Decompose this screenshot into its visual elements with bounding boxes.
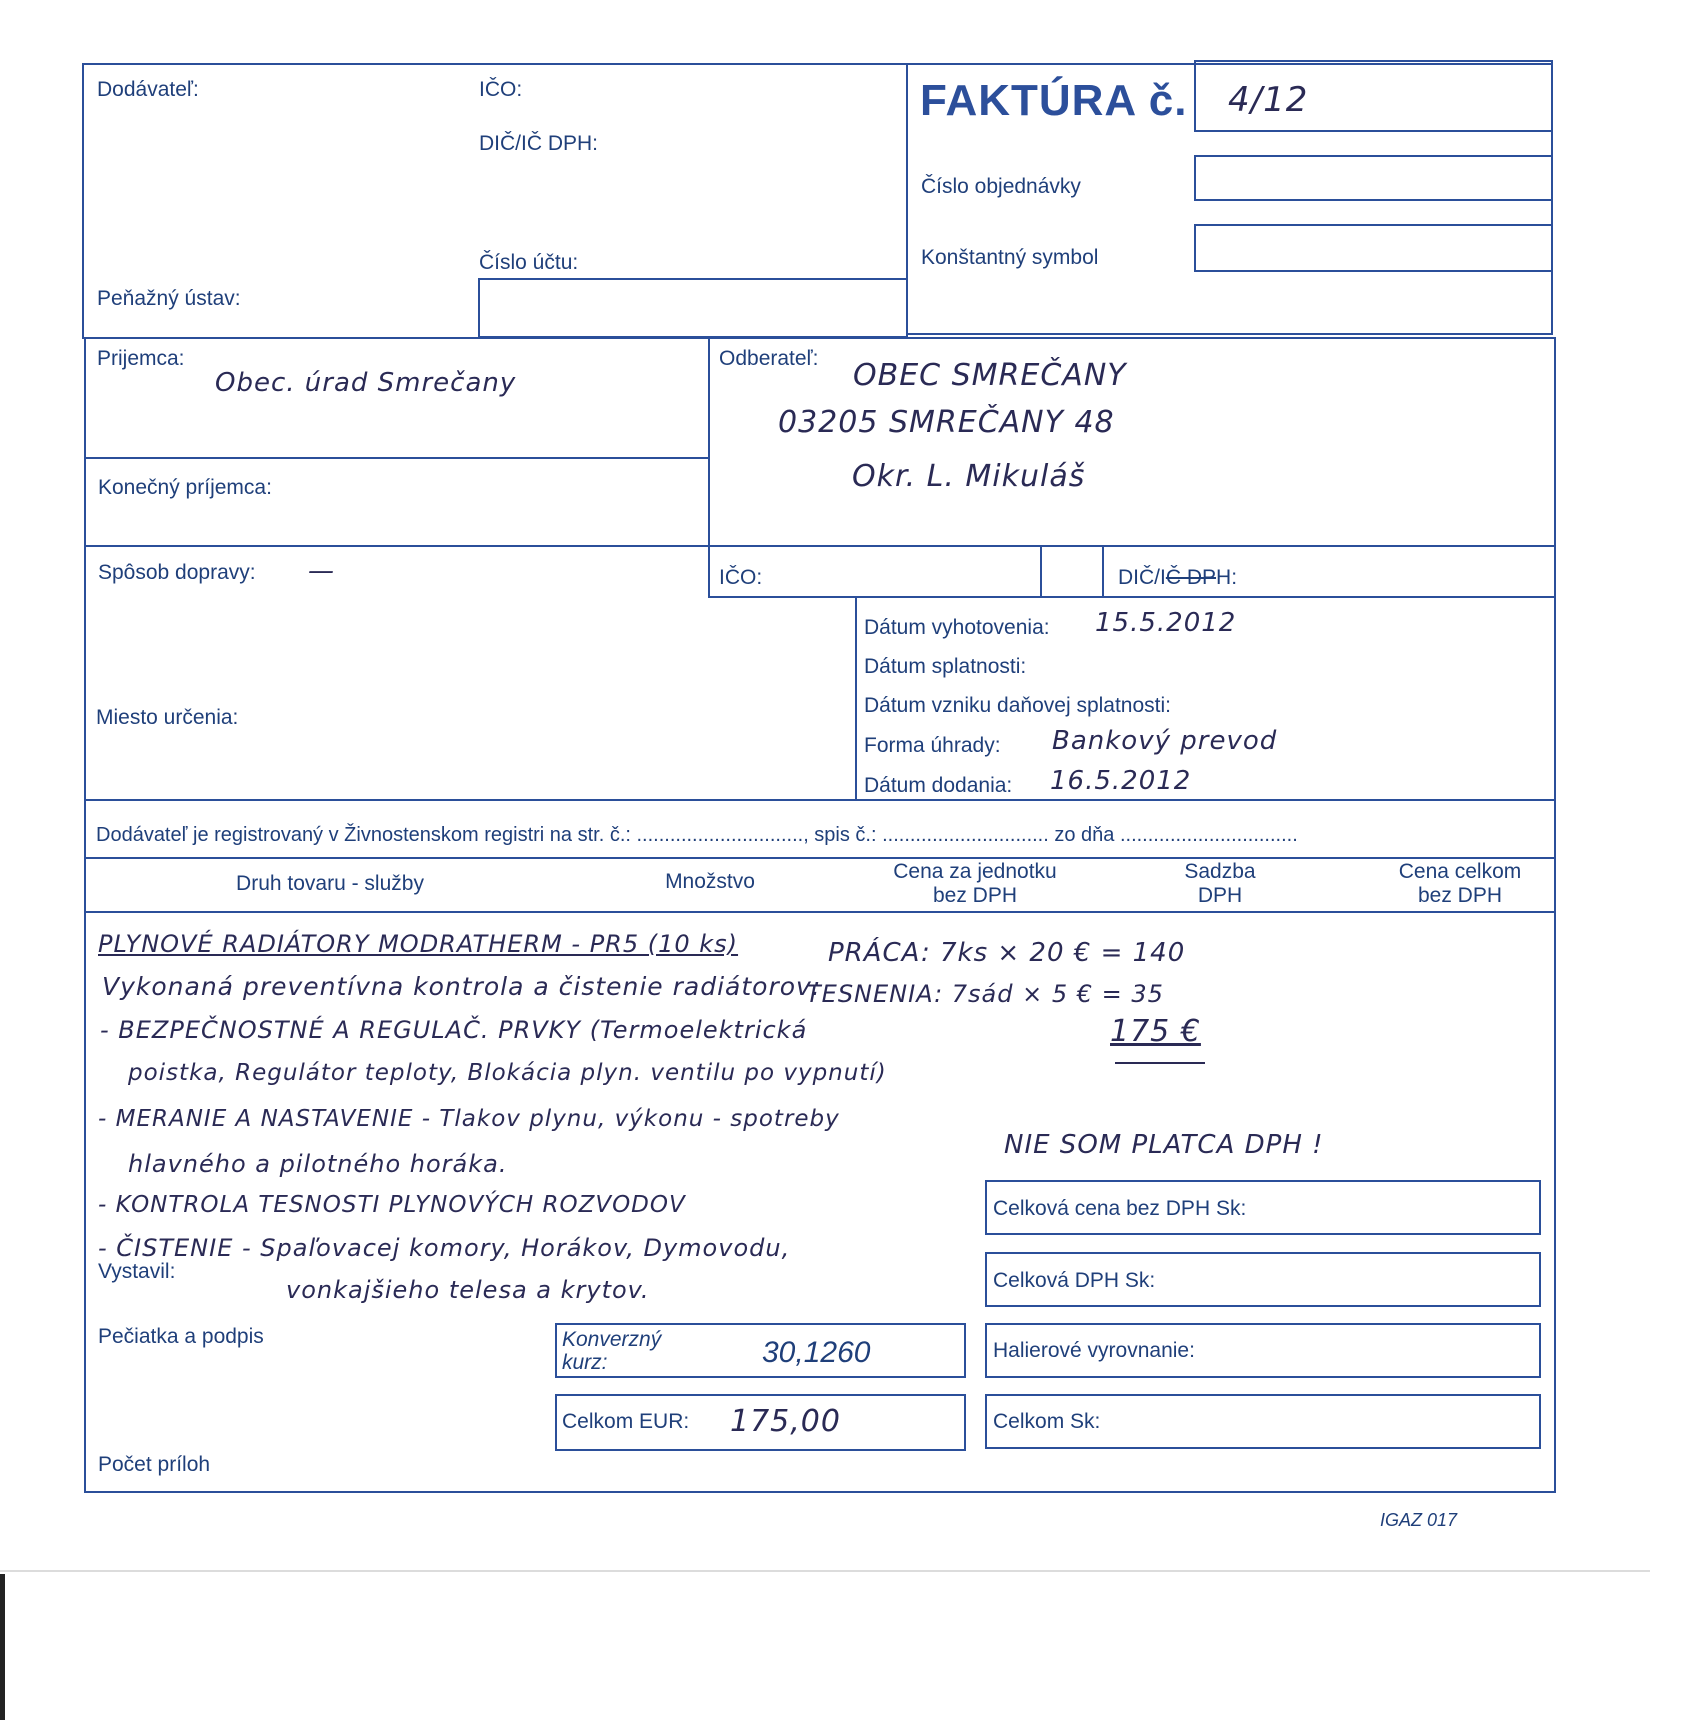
destination-label: Miesto určenia: [96, 706, 239, 729]
item-line-2: - BEZPEČNOSTNÉ A REGULAČ. PRVKY (Termoelektrická [100, 1016, 808, 1044]
customer-label: Odberateľ: [719, 347, 819, 370]
total-no-vat-label: Celková cena bez DPH Sk: [993, 1197, 1247, 1220]
item-line-6: - KONTROLA TESNOSTI PLYNOVÝCH ROZVODOV [98, 1192, 686, 1218]
supplier-label: Dodávateľ: [97, 78, 199, 101]
due-date-label: Dátum splatnosti: [864, 655, 1027, 678]
conversion-label-1: Konverzný [562, 1328, 662, 1351]
col-rate-line2: DPH [1197, 884, 1243, 907]
supplier-dic-label: DIČ/IČ DPH: [479, 132, 599, 155]
tax-date-label: Dátum vzniku daňovej splatnosti: [864, 694, 1171, 717]
item-line-5: hlavného a pilotného horáka. [128, 1150, 508, 1178]
issue-date-label: Dátum vyhotovenia: [864, 616, 1050, 639]
col-unit-price-line1: Cena za jednotku [893, 860, 1057, 883]
delivery-date-label: Dátum dodania: [864, 774, 1013, 797]
col-rate-header [1150, 860, 1290, 908]
col-rate-line1: Sadzba [1184, 860, 1256, 883]
customer-dic-label [1118, 566, 1237, 590]
registry-text: Dodávateľ je registrovaný v Živnostenskom registri na str. č.: .............................., spis č.: .............................. zo dňa ................................ [96, 824, 1298, 846]
calc-seal: TESNENIA: 7sád × 5 € = 35 [806, 980, 1164, 1008]
form-code: IGAZ 017 [1380, 1510, 1458, 1530]
dic-struck: Č DP [1165, 566, 1217, 589]
attachments-label: Počet príloh [98, 1453, 211, 1476]
issue-date-value: 15.5.2012 [1095, 608, 1237, 638]
bank-label: Peňažný ústav: [97, 287, 241, 310]
conversion-value: 30,1260 [762, 1336, 871, 1369]
delivery-date-value: 16.5.2012 [1050, 766, 1192, 796]
dic-prefix: DIČ/I [1118, 566, 1166, 589]
col-qty-header: Množstvo [665, 870, 755, 893]
scan-edge-mark [0, 1574, 5, 1720]
recipient-value: Obec. úrad Smrečany [215, 368, 517, 398]
main-frame [84, 337, 1556, 1493]
order-number-field [1194, 155, 1553, 201]
scan-edge-line [0, 1570, 1650, 1572]
constant-symbol-field [1194, 224, 1553, 272]
payment-form-label: Forma úhrady: [864, 734, 1001, 757]
transport-value: — [308, 556, 335, 586]
account-number-field [478, 278, 908, 338]
customer-line3: Okr. L. Mikuláš [852, 459, 1086, 494]
total-vat-label: Celková DPH Sk: [993, 1269, 1156, 1292]
eur-total-value: 175,00 [730, 1404, 841, 1439]
col-goods-header: Druh tovaru - služby [236, 872, 424, 895]
items-heading: PLYNOVÉ RADIÁTORY MODRATHERM - PR5 (10 ks) [98, 930, 739, 958]
order-number-label: Číslo objednávky [921, 175, 1081, 198]
stamp-label: Pečiatka a podpis [98, 1325, 264, 1348]
dic-suffix: H: [1216, 566, 1238, 589]
col-total-line2: bez DPH [1417, 884, 1503, 907]
calc-total: 175 € [1110, 1014, 1201, 1049]
final-recipient-label: Konečný príjemca: [98, 476, 272, 499]
item-line-7: - ČISTENIE - Spaľovacej komory, Horákov, Dymovodu, [98, 1234, 791, 1262]
col-total-header [1360, 860, 1560, 908]
calc-work: PRÁCA: 7ks × 20 € = 140 [828, 938, 1186, 968]
supplier-ico-label: IČO: [479, 78, 523, 101]
col-unit-price-header [860, 860, 1090, 908]
recipient-label: Prijemca: [97, 347, 185, 370]
total-sk-label: Celkom Sk: [993, 1410, 1101, 1433]
item-line-4: - MERANIE A NASTAVENIE - Tlakov plynu, výkonu - spotreby [98, 1106, 840, 1132]
vat-note: NIE SOM PLATCA DPH ! [1004, 1130, 1324, 1160]
conversion-label [562, 1328, 661, 1374]
invoice-title: FAKTÚRA č. [920, 76, 1188, 125]
account-label: Číslo účtu: [479, 251, 579, 274]
item-line-8: vonkajšieho telesa a krytov. [286, 1276, 650, 1304]
constant-symbol-label: Konštantný symbol [921, 246, 1099, 269]
transport-label: Spôsob dopravy: [98, 561, 256, 584]
item-line-3: poistka, Regulátor teploty, Blokácia plyn. ventilu po vypnutí) [128, 1060, 887, 1086]
col-total-line1: Cena celkom [1398, 860, 1522, 883]
item-line-1: Vykonaná preventívna kontrola a čistenie radiátorov: [102, 972, 822, 1001]
customer-line2: 03205 SMREČANY 48 [778, 405, 1115, 440]
calc-total-underline [1115, 1062, 1205, 1064]
conversion-label-2: kurz: [562, 1351, 608, 1374]
eur-total-label: Celkom EUR: [562, 1410, 690, 1433]
invoice-number: 4/12 [1228, 80, 1309, 120]
customer-line1: OBEC SMREČANY [853, 358, 1127, 393]
issued-by-label: Vystavil: [98, 1260, 176, 1283]
payment-form-value: Bankový prevod [1052, 726, 1278, 756]
rounding-label: Halierové vyrovnanie: [993, 1339, 1195, 1362]
customer-ico-label: IČO: [719, 566, 763, 589]
col-unit-price-line2: bez DPH [932, 884, 1018, 907]
